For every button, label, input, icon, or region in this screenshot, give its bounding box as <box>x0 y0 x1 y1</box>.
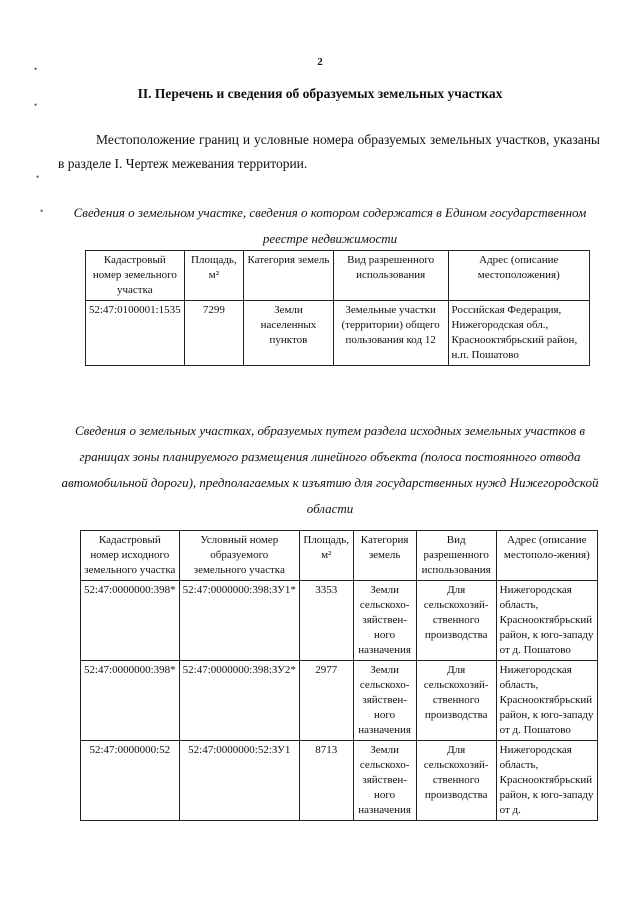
table-header-row <box>81 531 598 581</box>
page-number: 2 <box>317 56 323 68</box>
header-cell: Кадастровый номер земельного участка <box>86 251 185 301</box>
table-row <box>86 301 590 366</box>
header-cell: Площадь, м² <box>299 531 353 581</box>
table-cell: 52:47:0000000:398* <box>81 661 180 741</box>
table-row <box>81 741 598 821</box>
section-title: II. Перечень и сведения об образуемых земельных участках <box>137 86 503 101</box>
table-row <box>81 581 598 661</box>
table-row <box>81 661 598 741</box>
header-cell: Категория земель <box>353 531 416 581</box>
table-cell: 2977 <box>299 661 353 741</box>
existing-parcel-table <box>85 250 590 366</box>
table-cell: Земли населенных пунктов <box>244 301 334 366</box>
header-cell: Категория земель <box>244 251 334 301</box>
header-cell: Площадь, м² <box>184 251 243 301</box>
header-cell: Вид разрешенного использования <box>333 251 448 301</box>
header-cell: Кадастровый номер исходного земельного участка <box>81 531 180 581</box>
formed-parcels-table <box>80 530 598 821</box>
table-cell: Нижегородская область, Краснооктябрьский район, к юго-западу от д. <box>496 741 597 821</box>
scan-speck: • <box>34 64 38 74</box>
table-cell: Нижегородская область, Краснооктябрьский район, к юго-западу от д. Пошатово <box>496 581 597 661</box>
table-cell: Для сельскохозяй-ственного производства <box>416 661 496 741</box>
table-cell: 3353 <box>299 581 353 661</box>
table-cell: 52:47:0000000:52 <box>81 741 180 821</box>
table-cell: Для сельскохозяй-ственного производства <box>416 581 496 661</box>
table-cell: 8713 <box>299 741 353 821</box>
table-cell: 52:47:0000000:398* <box>81 581 180 661</box>
table1-caption: Сведения о земельном участке, сведения о котором содержатся в Едином государственном реестре недвижимости <box>73 205 587 246</box>
table-cell: Земли сельскохо-зяйствен-ного назначения <box>353 741 416 821</box>
header-cell: Вид разрешенного использования <box>416 531 496 581</box>
table-cell: Земли сельскохо-зяйствен-ного назначения <box>353 661 416 741</box>
table2-caption: Сведения о земельных участках, образуемых путем раздела исходных земельных участков в границах зоны планируемого размещения линейного объекта (полоса постоянного отвода автомобильной дороги), предполагаемых к изъятию для государственных нужд Нижегородской области <box>61 423 599 516</box>
header-cell: Адрес (описание местополо-жения) <box>496 531 597 581</box>
table-cell: Земли сельскохо-зяйствен-ного назначения <box>353 581 416 661</box>
table-cell: Земельные участки (территории) общего пользования код 12 <box>333 301 448 366</box>
table-cell: Для сельскохозяй-ственного производства <box>416 741 496 821</box>
scan-speck: • <box>34 100 38 110</box>
scan-speck: • <box>36 172 40 182</box>
table-cell: 52:47:0000000:398:ЗУ1* <box>179 581 299 661</box>
intro-paragraph: Местоположение границ и условные номера образуемых земельных участков, указаны в разделе I. Чертеж межевания территории. <box>58 132 600 171</box>
table-cell: 52:47:0000000:398:ЗУ2* <box>179 661 299 741</box>
scan-speck: • <box>40 206 44 216</box>
table-header-row <box>86 251 590 301</box>
table-cell: 7299 <box>184 301 243 366</box>
table-cell: Нижегородская область, Краснооктябрьский район, к юго-западу от д. Пошатово <box>496 661 597 741</box>
table-cell: 52:47:0100001:1535 <box>86 301 185 366</box>
header-cell: Адрес (описание местоположения) <box>448 251 589 301</box>
header-cell: Условный номер образуемого земельного участка <box>179 531 299 581</box>
table-cell: 52:47:0000000:52:ЗУ1 <box>179 741 299 821</box>
table-cell: Российская Федерация, Нижегородская обл., Краснооктябрьский район, н.п. Пошатово <box>448 301 589 366</box>
